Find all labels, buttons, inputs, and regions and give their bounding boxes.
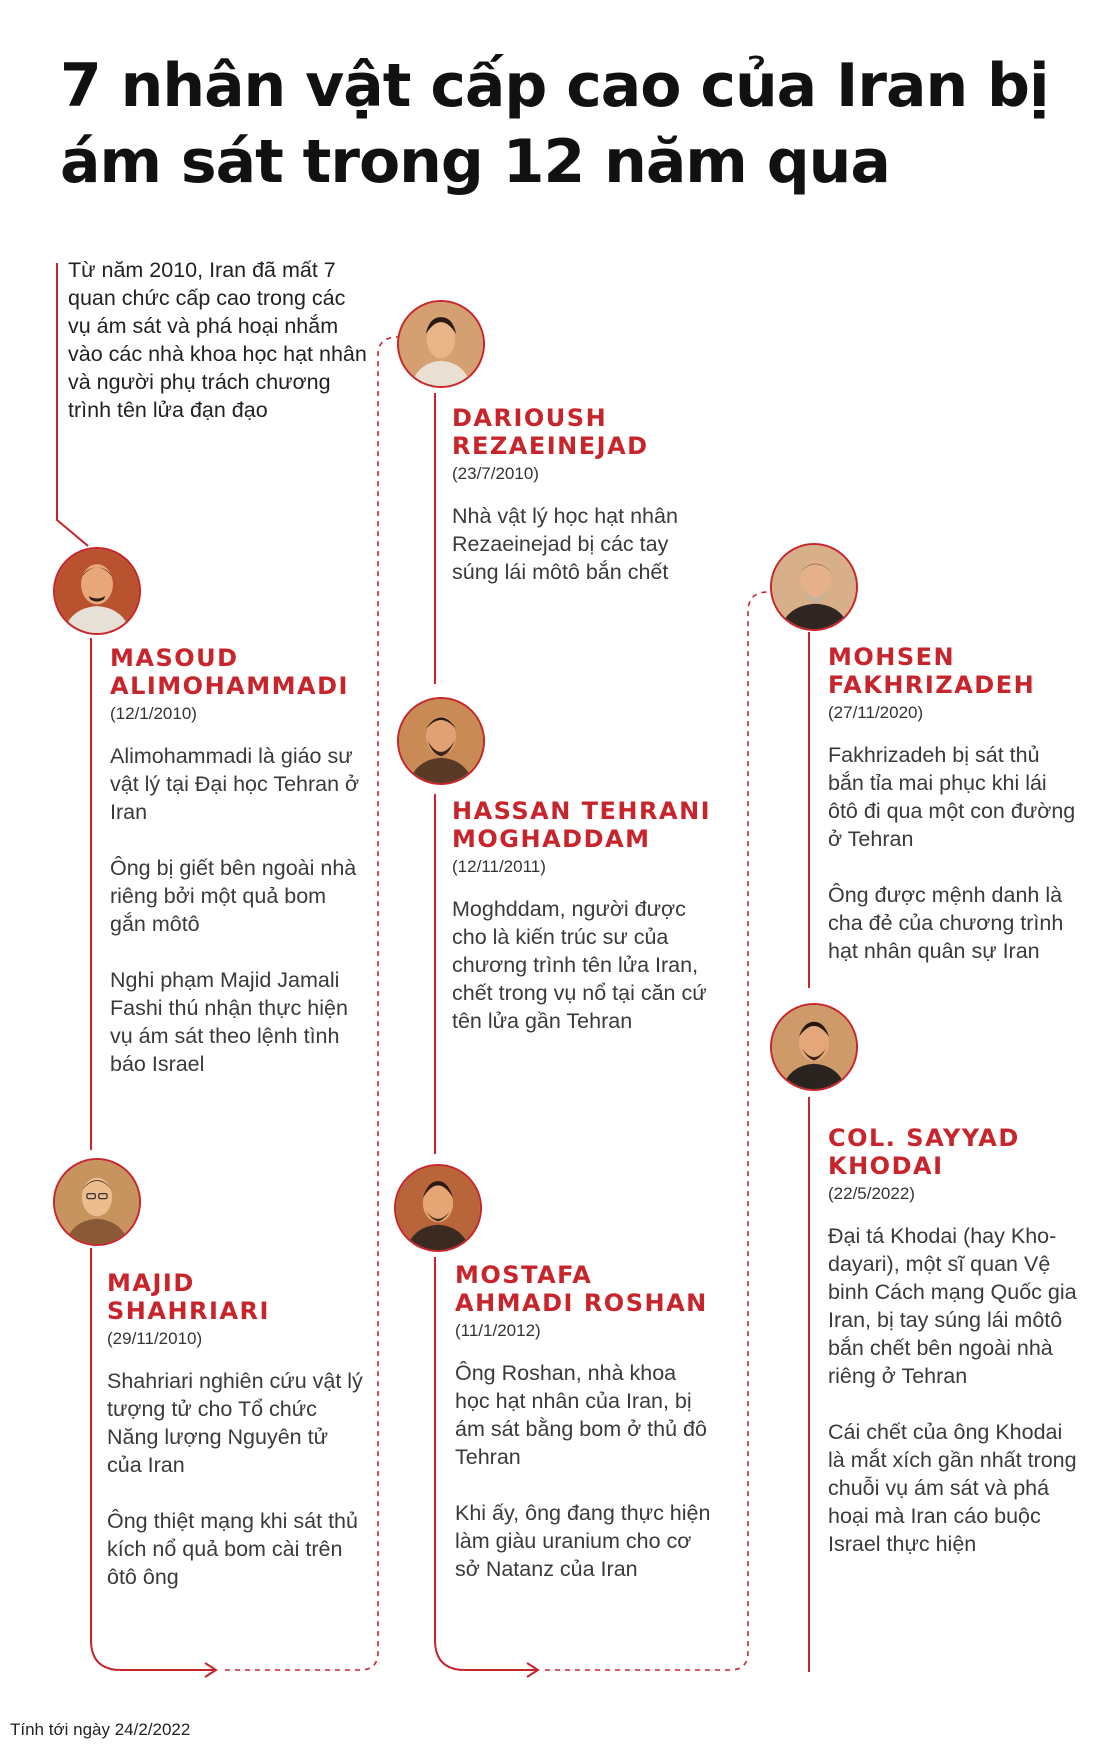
person-paragraph: Alimohammadi là giáo sư vật lý tại Đại học Tehran ở Iran bbox=[110, 744, 360, 824]
person-name: MOHSEN FAKHRIZADEH bbox=[828, 643, 1036, 699]
portrait-darioush-rezaeinejad bbox=[397, 300, 485, 388]
person-date: (27/11/2020) bbox=[828, 703, 924, 722]
person-paragraph: Đại tá Khodai (hay Kho-dayari), một sĩ quan Vệ binh Cách mạng Quốc gia Iran, bị tay súng lái môtô bắn chết bên ngoài nhà riêng ở Tehran bbox=[828, 1224, 1077, 1388]
person-silhouette-icon bbox=[772, 545, 856, 629]
person-name: DARIOUSH REZAEINEJAD bbox=[452, 404, 649, 460]
person-paragraph: Fakhrizadeh bị sát thủ bắn tỉa mai phục khi lái ôtô đi qua một con đường ở Tehran bbox=[828, 743, 1076, 851]
portrait-mostafa-ahmadi-roshan bbox=[394, 1164, 482, 1252]
person-block-masoud-alimohammadi bbox=[110, 645, 360, 1078]
person-date: (22/5/2022) bbox=[828, 1184, 915, 1203]
person-paragraph: Khi ấy, ông đang thực hiện làm giàu uranium cho cơ sở Natanz của Iran bbox=[455, 1501, 711, 1581]
person-paragraph: Ông Roshan, nhà khoa học hạt nhân của Iran, bị ám sát bằng bom ở thủ đô Tehran bbox=[455, 1361, 707, 1469]
person-date: (23/7/2010) bbox=[452, 464, 539, 483]
person-silhouette-icon bbox=[55, 549, 139, 633]
person-paragraph: Ông thiệt mạng khi sát thủ kích nổ quả bom cài trên ôtô ông bbox=[107, 1509, 358, 1589]
person-date: (29/11/2010) bbox=[107, 1329, 203, 1348]
intro-text: Từ năm 2010, Iran đã mất 7 quan chức cấp cao trong các vụ ám sát và phá hoại nhắm vào các nhà khoa học hạt nhân và người phụ trách chương trình tên lửa đạn đạo bbox=[68, 258, 367, 422]
portrait-majid-shahriari bbox=[53, 1158, 141, 1246]
person-name: COL. SAYYAD KHODAI bbox=[828, 1124, 1020, 1180]
footer-note: Tính tới ngày 24/2/2022 bbox=[10, 1720, 191, 1739]
person-silhouette-icon bbox=[396, 1166, 480, 1250]
person-block-majid-shahriari bbox=[107, 1270, 367, 1591]
person-paragraph: Shahriari nghiên cứu vật lý tượng tử cho Tổ chức Năng lượng Nguyên tử của Iran bbox=[107, 1369, 363, 1477]
person-paragraph: Nghi phạm Majid Jamali Fashi thú nhận thực hiện vụ ám sát theo lệnh tình báo Israel bbox=[110, 968, 348, 1076]
portrait-hassan-tehrani-moghaddam bbox=[397, 697, 485, 785]
person-paragraph: Nhà vật lý học hạt nhân Rezaeinejad bị các tay súng lái môtô bắn chết bbox=[452, 504, 678, 584]
person-silhouette-icon bbox=[399, 699, 483, 783]
person-paragraph: Ông bị giết bên ngoài nhà riêng bởi một quả bom gắn môtô bbox=[110, 856, 357, 936]
page-title: 7 nhân vật cấp cao của Iran bị ám sát trong 12 năm qua bbox=[60, 51, 1049, 197]
person-name: MAJID SHAHRIARI bbox=[107, 1269, 270, 1325]
person-silhouette-icon bbox=[55, 1160, 139, 1244]
person-paragraph: Cái chết của ông Khodai là mắt xích gần nhất trong chuỗi vụ ám sát và phá hoại mà Iran cáo buộc Israel thực hiện bbox=[828, 1420, 1077, 1556]
person-name: MOSTAFA AHMADI ROSHAN bbox=[455, 1261, 708, 1317]
portrait-masoud-alimohammadi bbox=[53, 547, 141, 635]
person-silhouette-icon bbox=[772, 1005, 856, 1089]
person-name: MASOUD ALIMOHAMMADI bbox=[110, 644, 349, 700]
person-block-darioush-rezaeinejad bbox=[452, 405, 712, 586]
person-block-hassan-tehrani-moghaddam bbox=[452, 798, 712, 1035]
portrait-sayyad-khodai bbox=[770, 1003, 858, 1091]
person-block-mostafa-ahmadi-roshan bbox=[455, 1262, 715, 1583]
portrait-mohsen-fakhrizadeh bbox=[770, 543, 858, 631]
person-date: (11/1/2012) bbox=[455, 1321, 541, 1340]
person-date: (12/11/2011) bbox=[452, 857, 546, 876]
person-block-mohsen-fakhrizadeh bbox=[828, 644, 1078, 965]
person-name: HASSAN TEHRANI MOGHADDAM bbox=[452, 797, 712, 853]
person-block-sayyad-khodai bbox=[828, 1125, 1078, 1558]
person-paragraph: Ông được mệnh danh là cha đẻ của chương trình hạt nhân quân sự Iran bbox=[828, 883, 1064, 963]
person-paragraph: Moghddam, người được cho là kiến trúc sư của chương trình tên lửa Iran, chết trong vụ nổ tại căn cứ tên lửa gần Tehran bbox=[452, 897, 707, 1033]
person-silhouette-icon bbox=[399, 302, 483, 386]
person-date: (12/1/2010) bbox=[110, 704, 197, 723]
